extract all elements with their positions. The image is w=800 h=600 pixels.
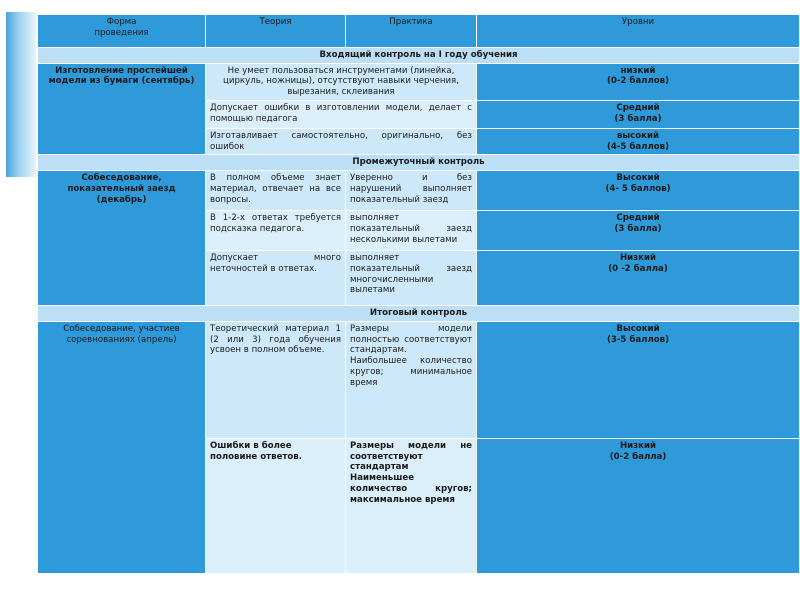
mid-practice-1: Уверенно и без нарушений выполняет показательный заезд bbox=[346, 171, 477, 211]
final-form: Собеседование, участиев соревнованиях (апрель) bbox=[38, 321, 206, 573]
header-theory: Теория bbox=[206, 15, 346, 48]
mid-practice-3: выполняет показательный заезд многочисленными вылетами bbox=[346, 251, 477, 306]
entry-level-1: низкий (0-2 баллов) bbox=[477, 63, 800, 100]
mid-theory-1: В полном объеме знает материал, отвечает на все вопросы. bbox=[206, 171, 346, 211]
mid-level-1: Высокий (4- 5 баллов) bbox=[477, 171, 800, 211]
mid-level-2: Средний (3 балла) bbox=[477, 211, 800, 251]
final-theory-1: Теоретический материал 1 (2 или 3) года обучения усвоен в полном объеме. bbox=[206, 321, 346, 438]
entry-theory-1: Не умеет пользоваться инструментами (линейка, циркуль, ножницы), отсутствуют навыки черчения, вырезания, склеивания bbox=[206, 63, 477, 100]
section-entry: Входящий контроль на I году обучения bbox=[38, 48, 800, 64]
final-practice-2: Размеры модели не соответствуют стандартам Наименьшее количество кругов; максимальное время bbox=[346, 438, 477, 573]
entry-level-2: Средний (3 балла) bbox=[477, 100, 800, 128]
mid-practice-2: выполняет показательный заезд несколькими вылетами bbox=[346, 211, 477, 251]
entry-form: Изготовление простейшей модели из бумаги (сентябрь) bbox=[38, 63, 206, 155]
final-level-2: Низкий (0-2 балла) bbox=[477, 438, 800, 573]
section-mid: Промежуточный контроль bbox=[38, 155, 800, 171]
assessment-table bbox=[37, 14, 800, 574]
entry-theory-3: Изготавливает самостоятельно, оригинально, без ошибок bbox=[206, 128, 477, 154]
accent-bar bbox=[6, 12, 36, 177]
header-levels: Уровни bbox=[477, 15, 800, 48]
header-row bbox=[38, 15, 800, 48]
section-final: Итоговый контроль bbox=[38, 306, 800, 322]
mid-theory-2: В 1-2-х ответах требуется подсказка педагога. bbox=[206, 211, 346, 251]
header-practice: Практика bbox=[346, 15, 477, 48]
final-level-1: Высокий (3-5 баллов) bbox=[477, 321, 800, 438]
mid-level-3: Низкий (0 -2 балла) bbox=[477, 251, 800, 306]
mid-form: Собеседование, показательный заезд (декабрь) bbox=[38, 171, 206, 306]
final-theory-2: Ошибки в более половине ответов. bbox=[206, 438, 346, 573]
mid-theory-3: Допускает много неточностей в ответах. bbox=[206, 251, 346, 306]
final-practice-1: Размеры модели полностью соответствуют стандартам. Наибольшее количество кругов; минимальное время bbox=[346, 321, 477, 438]
header-form: Форма проведения bbox=[38, 15, 206, 48]
entry-theory-2: Допускает ошибки в изготовлении модели, делает с помощью педагога bbox=[206, 100, 477, 128]
entry-level-3: высокий (4-5 баллов) bbox=[477, 128, 800, 154]
